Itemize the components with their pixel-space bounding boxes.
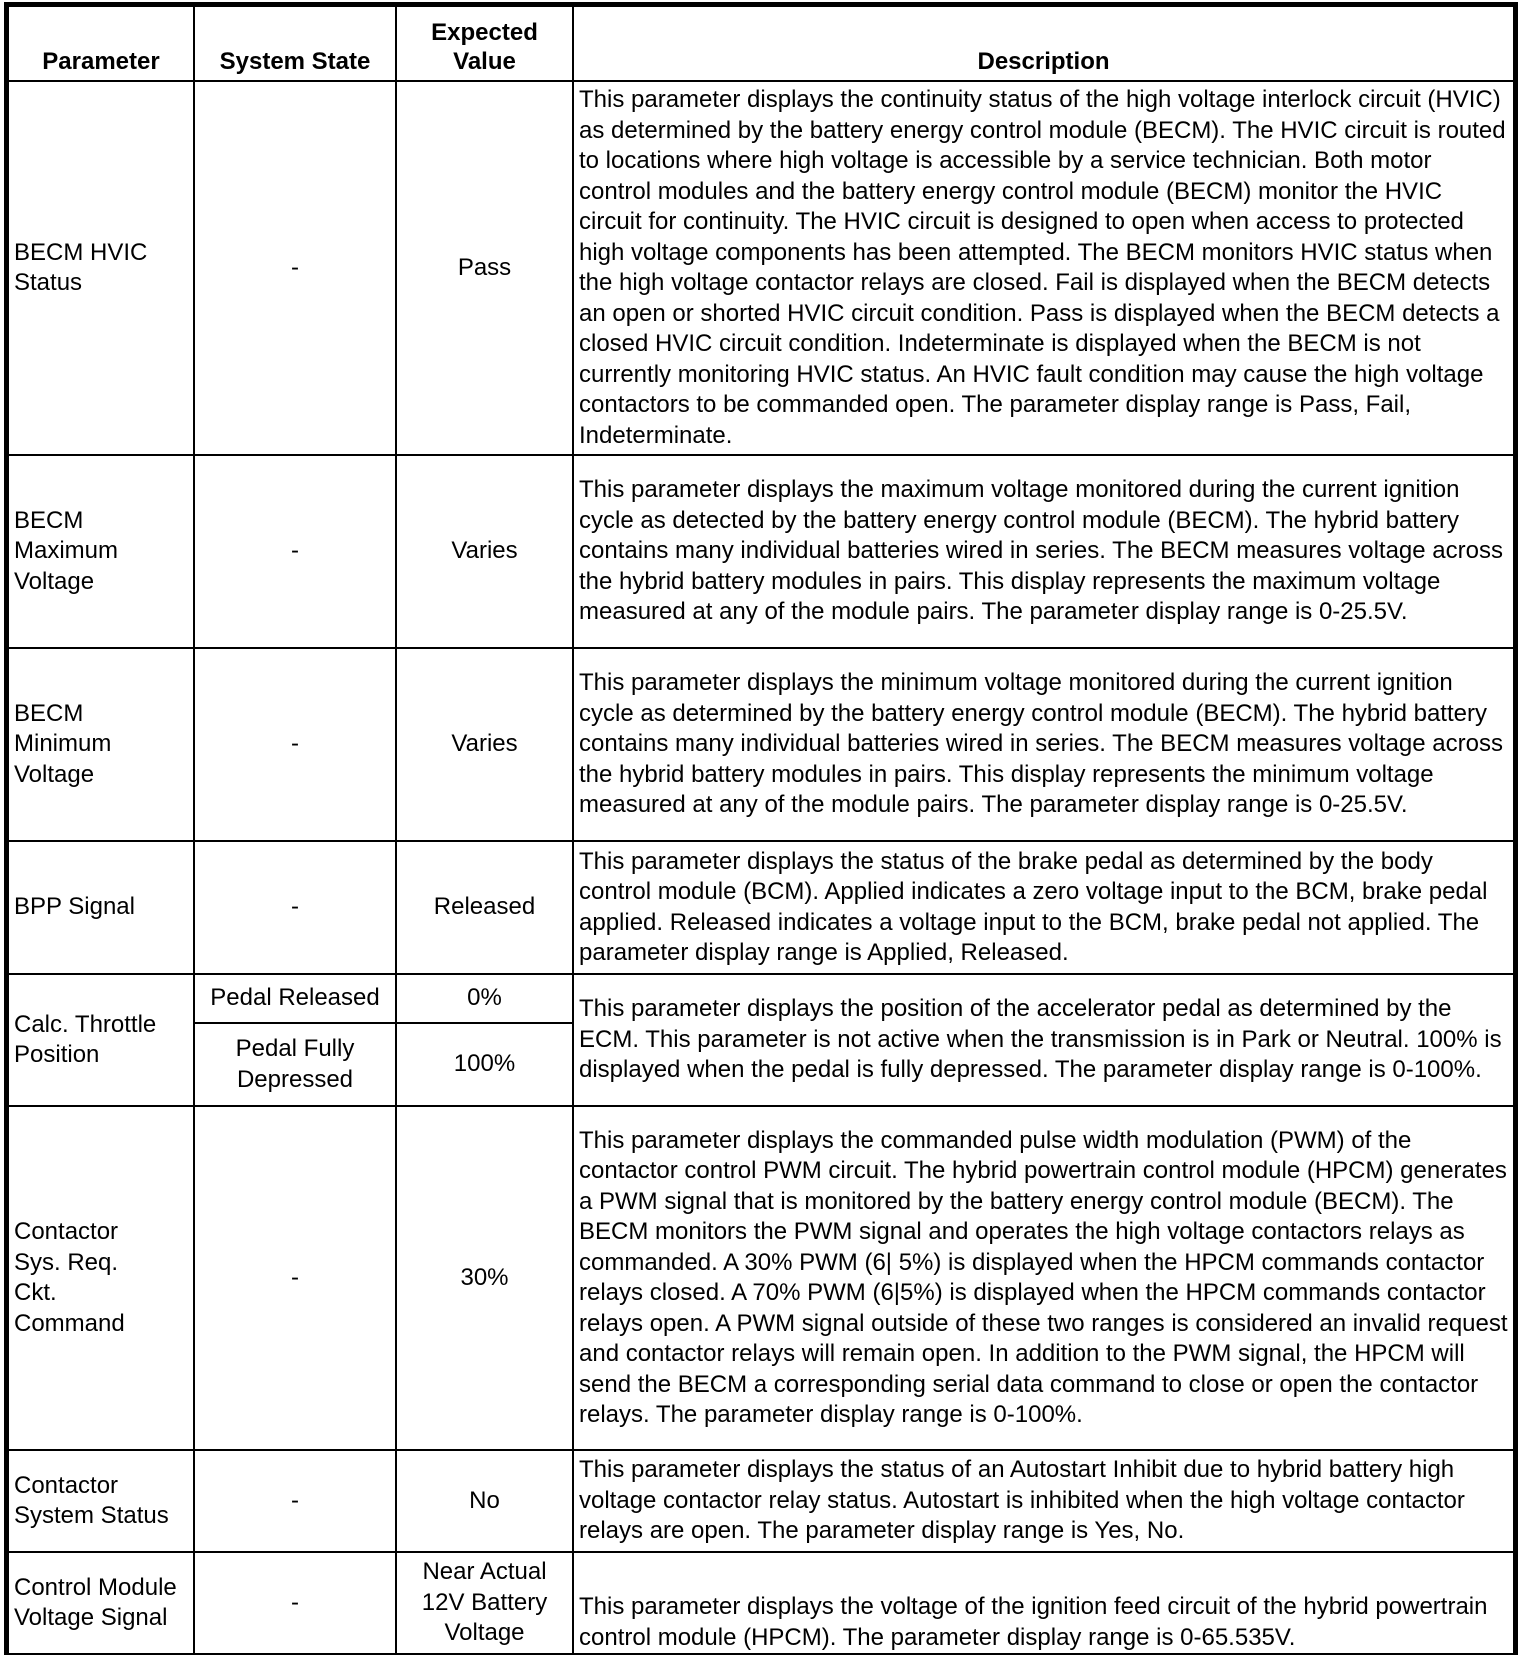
description-cell: This parameter displays the commanded pulse width modulation (PWM) of the contactor control PWM circuit. The hybrid powertrain control module (HPCM) generates a PWM signal that is monitored by the battery energy control module (BECM). The BECM monitors the PWM signal and operates the high voltage contactors relays as commanded. A 30% PWM (6| 5%) is displayed when the HPCM commands contactor relays closed. A 70% PWM (6|5%) is displayed when the HPCM commands contactor relays open. A PWM signal outside of these two ranges is considered an invalid request and contactor relays will remain open. In addition to the PWM signal, the HPCM will send the BECM a corresponding serial data command to close or open the contactor relays. The parameter display range is 0-100%. xyxy=(573,1106,1514,1450)
system-state-cell: - xyxy=(194,455,396,648)
expected-value-cell: Varies xyxy=(396,648,573,841)
header-system-state: System State xyxy=(194,6,396,81)
expected-value-cell: Pass xyxy=(396,81,573,455)
description-cell: This parameter displays the status of the brake pedal as determined by the body control module (BCM). Applied indicates a zero voltage input to the BCM, brake pedal applied. Released indicates a voltage input to the BCM, brake pedal not applied. The parameter display range is Applied, Released. xyxy=(573,841,1514,974)
expected-value-cell: Released xyxy=(396,841,573,974)
system-state-cell: Pedal Released xyxy=(194,974,396,1023)
header-row xyxy=(8,6,1514,81)
description-cell: This parameter displays the voltage of the ignition feed circuit of the hybrid powertrain control module (HPCM). The parameter display range is 0-65.535V. xyxy=(573,1552,1514,1654)
parameter-cell: BECM Minimum Voltage xyxy=(8,648,194,841)
system-state-cell: - xyxy=(194,1450,396,1552)
table-row xyxy=(8,648,1514,841)
expected-value-cell: No xyxy=(396,1450,573,1552)
parameter-cell: Contactor System Status xyxy=(8,1450,194,1552)
table-row xyxy=(8,1106,1514,1450)
header-description: Description xyxy=(573,6,1514,81)
table-row xyxy=(8,455,1514,648)
parameter-cell: BECM HVIC Status xyxy=(8,81,194,455)
expected-value-cell: Varies xyxy=(396,455,573,648)
description-cell: This parameter displays the position of the accelerator pedal as determined by the ECM. This parameter is not active when the transmission is in Park or Neutral. 100% is displayed when the pedal is fully depressed. The parameter display range is 0-100%. xyxy=(573,974,1514,1106)
parameter-cell: BPP Signal xyxy=(8,841,194,974)
expected-value-cell: 30% xyxy=(396,1106,573,1450)
system-state-cell: - xyxy=(194,841,396,974)
expected-value-cell: 0% xyxy=(396,974,573,1023)
system-state-cell: - xyxy=(194,1106,396,1450)
system-state-cell: - xyxy=(194,81,396,455)
parameter-cell: Contactor Sys. Req. Ckt. Command xyxy=(8,1106,194,1450)
table-row xyxy=(8,1552,1514,1654)
description-cell: This parameter displays the status of an Autostart Inhibit due to hybrid battery high voltage contactor relay status. Autostart is inhibited when the high voltage contactor relays are open. The parameter display range is Yes, No. xyxy=(573,1450,1514,1552)
system-state-cell: - xyxy=(194,648,396,841)
description-cell: This parameter displays the continuity status of the high voltage interlock circuit (HVIC) as determined by the battery energy control module (BECM). The HVIC circuit is routed to locations where high voltage is accessible by a service technician. Both motor control modules and the battery energy control module (BECM) monitor the HVIC circuit for continuity. The HVIC circuit is designed to open when access to protected high voltage components has been attempted. The BECM monitors HVIC status when the high voltage contactor relays are closed. Fail is displayed when the BECM detects an open or shorted HVIC circuit condition. Pass is displayed when the BECM detects a closed HVIC circuit condition. Indeterminate is displayed when the BECM is not currently monitoring HVIC status. An HVIC fault condition may cause the high voltage contactors to be commanded open. The parameter display range is Pass, Fail, Indeterminate. xyxy=(573,81,1514,455)
system-state-cell: - xyxy=(194,1552,396,1654)
description-cell: This parameter displays the maximum voltage monitored during the current ignition cycle as detected by the battery energy control module (BECM). The hybrid battery contains many individual batteries wired in series. The BECM measures voltage across the hybrid battery modules in pairs. This display represents the maximum voltage measured at any of the module pairs. The parameter display range is 0-25.5V. xyxy=(573,455,1514,648)
parameter-cell: BECM Maximum Voltage xyxy=(8,455,194,648)
parameter-table xyxy=(7,5,1515,1655)
expected-value-cell: 100% xyxy=(396,1023,573,1106)
header-expected-value: Expected Value xyxy=(396,6,573,81)
table-row xyxy=(8,1450,1514,1552)
system-state-cell: Pedal Fully Depressed xyxy=(194,1023,396,1106)
table-row xyxy=(8,841,1514,974)
parameter-cell: Control Module Voltage Signal xyxy=(8,1552,194,1654)
header-parameter: Parameter xyxy=(8,6,194,81)
table-row xyxy=(8,974,1514,1023)
parameter-cell: Calc. Throttle Position xyxy=(8,974,194,1106)
description-cell: This parameter displays the minimum voltage monitored during the current ignition cycle as determined by the battery energy control module (BECM). The hybrid battery contains many individual batteries wired in series. The BECM measures voltage across the hybrid battery modules in pairs. This display represents the minimum voltage measured at any of the module pairs. The parameter display range is 0-25.5V. xyxy=(573,648,1514,841)
table-row xyxy=(8,81,1514,455)
expected-value-cell: Near Actual 12V Battery Voltage xyxy=(396,1552,573,1654)
